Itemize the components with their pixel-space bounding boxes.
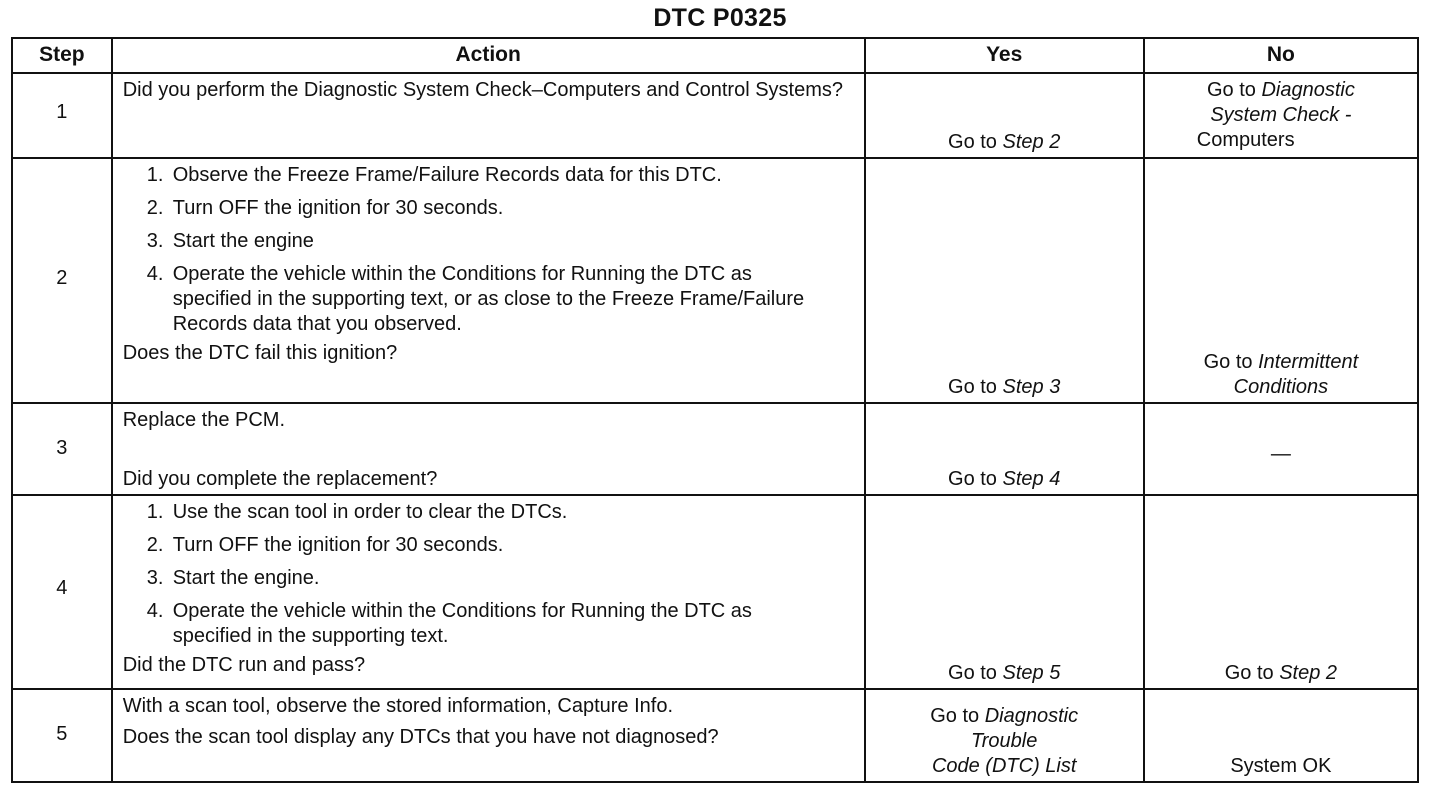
action-question: Does the DTC fail this ignition? [122, 342, 398, 364]
table-row [13, 690, 1417, 781]
action-steps-list [113, 500, 864, 649]
yes-cell [866, 74, 1145, 157]
no-cell [1145, 496, 1417, 688]
action-text: With a scan tool, observe the stored information, Capture Info. [122, 695, 674, 717]
list-item: 3. Start the engine [146, 230, 314, 252]
table-row [13, 496, 1417, 690]
no-text: — [1270, 443, 1291, 465]
table-row [13, 74, 1417, 159]
table-row [13, 404, 1417, 496]
yes-text: Go to Step 2 [948, 131, 1061, 153]
no-cell [1145, 690, 1417, 781]
step-number: 3 [13, 404, 113, 494]
yes-text: Go to Step 4 [948, 468, 1061, 490]
no-text: Go to Step 2 [1224, 662, 1338, 684]
list-item: 4. Operate the vehicle within the Conditions for Running the DTC as specified in the supporting text. [146, 600, 752, 647]
yes-text: Go to Step 3 [948, 376, 1061, 398]
header-action: Action [113, 39, 866, 72]
action-text: Replace the PCM. [122, 409, 286, 431]
action-cell [113, 690, 866, 781]
yes-text: Go to Diagnostic Trouble Code (DTC) List [930, 705, 1079, 777]
action-cell [113, 159, 866, 402]
action-question: Did you complete the replacement? [122, 468, 438, 490]
no-text: Go to Intermittent Conditions [1203, 351, 1359, 398]
list-item: 1. Observe the Freeze Frame/Failure Records data for this DTC. [146, 164, 722, 186]
action-cell [113, 74, 866, 157]
list-item: 4. Operate the vehicle within the Conditions for Running the DTC as specified in the supporting text, or as close to the Freeze Frame/Failure Records data that you observed. [146, 263, 805, 335]
step-number: 4 [13, 496, 113, 688]
dtc-table [11, 37, 1419, 783]
header-yes: Yes [866, 39, 1145, 72]
step-number: 2 [13, 159, 113, 402]
step-number: 1 [13, 74, 113, 157]
header-step: Step [13, 39, 113, 72]
page-title: DTC P0325 [653, 4, 787, 32]
table-header-row [13, 39, 1417, 74]
yes-cell [866, 496, 1145, 688]
no-cell [1145, 404, 1417, 494]
yes-cell [866, 159, 1145, 402]
no-text: Go to Diagnostic System Check - Computers [1196, 79, 1355, 151]
list-item: 2. Turn OFF the ignition for 30 seconds. [146, 197, 504, 219]
no-cell [1145, 159, 1417, 402]
step-number: 5 [13, 690, 113, 781]
action-steps-list [113, 163, 864, 337]
action-question: Did the DTC run and pass? [122, 654, 366, 676]
table-row [13, 159, 1417, 404]
action-question: Does the scan tool display any DTCs that you have not diagnosed? [122, 726, 719, 748]
no-text: System OK [1230, 755, 1332, 777]
yes-cell [866, 404, 1145, 494]
list-item: 3. Start the engine. [146, 567, 320, 589]
action-cell [113, 404, 866, 494]
action-cell [113, 496, 866, 688]
no-cell [1145, 74, 1417, 157]
yes-text: Go to Step 5 [948, 662, 1061, 684]
header-no: No [1266, 43, 1295, 66]
list-item: 1. Use the scan tool in order to clear the DTCs. [146, 501, 568, 523]
action-text: Did you perform the Diagnostic System Check–Computers and Control Systems? [122, 79, 844, 101]
list-item: 2. Turn OFF the ignition for 30 seconds. [146, 534, 504, 556]
yes-cell [866, 690, 1145, 781]
